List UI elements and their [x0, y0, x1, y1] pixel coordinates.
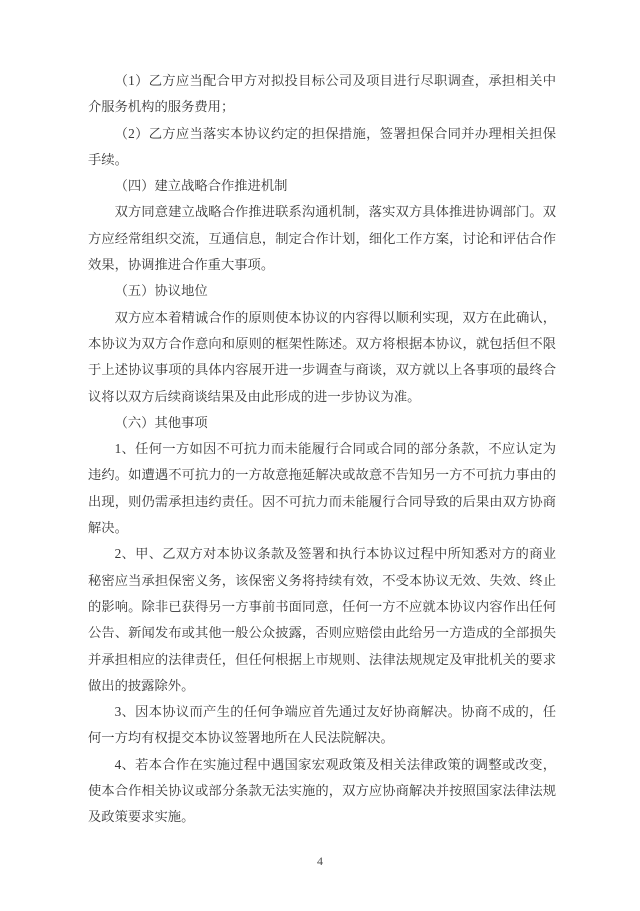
section-6-item-4: 4、若本合作在实施过程中遇国家宏观政策及相关法律政策的调整或改变，使本合作相关协议或部分条款无法实施的，双方应协商解决并按照国家法律法规及政策要求实施。	[88, 756, 556, 825]
section-heading-4: （四）建立战略合作推进机制	[114, 178, 288, 194]
section-heading-6: （六）其他事项	[114, 414, 208, 430]
section-6-item-2: 2、甲、乙双方对本协议条款及签署和执行本协议过程中所知悉对方的商业秘密应当承担保密义务，该保密义务将持续有效，不受本协议无效、失效、终止的影响。除非已获得另一方事前书面同意，任何一方不应就本协议内容作出任何公告、新闻发布或其他一般公众披露，否则应赔偿由此给另一方造成的全部损失并承担相应的法律责任，但任何根据上市规则、法律法规规定及审批机关的要求做出的披露除外。	[88, 546, 556, 693]
document-body	[88, 68, 556, 831]
section-6-item-3: 3、因本协议而产生的任何争端应首先通过友好协商解决。协商不成的，任何一方均有权提交本协议签署地所在人民法院解决。	[88, 704, 556, 746]
section-4-paragraph: 双方同意建立战略合作推进联系沟通机制，落实双方具体推进协调部门。双方应经常组织交流，互通信息，制定合作计划，细化工作方案，讨论和评估合作效果，协调推进合作重大事项。	[88, 204, 556, 273]
clause-paragraph-2: （2）乙方应当落实本协议约定的担保措施，签署担保合同并办理相关担保手续。	[88, 125, 556, 167]
clause-paragraph-1: （1）乙方应当配合甲方对拟投目标公司及项目进行尽职调查，承担相关中介服务机构的服务费用；	[88, 73, 556, 115]
section-6-item-1: 1、任何一方如因不可抗力而未能履行合同或合同的部分条款，不应认定为违约。如遭遇不可抗力的一方故意拖延解决或故意不告知另一方不可抗力事由的出现，则仍需承担违约责任。因不可抗力而未能履行合同导致的后果由双方协商解决。	[88, 441, 556, 536]
page-number: 4	[317, 854, 323, 868]
section-5-paragraph: 双方应本着精诚合作的原则使本协议的内容得以顺利实现，双方在此确认，本协议为双方合作意向和原则的框架性陈述。双方将根据本协议，就包括但不限于上述协议事项的具体内容展开进一步调查与商谈，双方就以上各事项的最终合议将以双方后续商谈结果及由此形成的进一步协议为准。	[88, 309, 556, 404]
section-heading-5: （五）协议地位	[114, 283, 208, 299]
